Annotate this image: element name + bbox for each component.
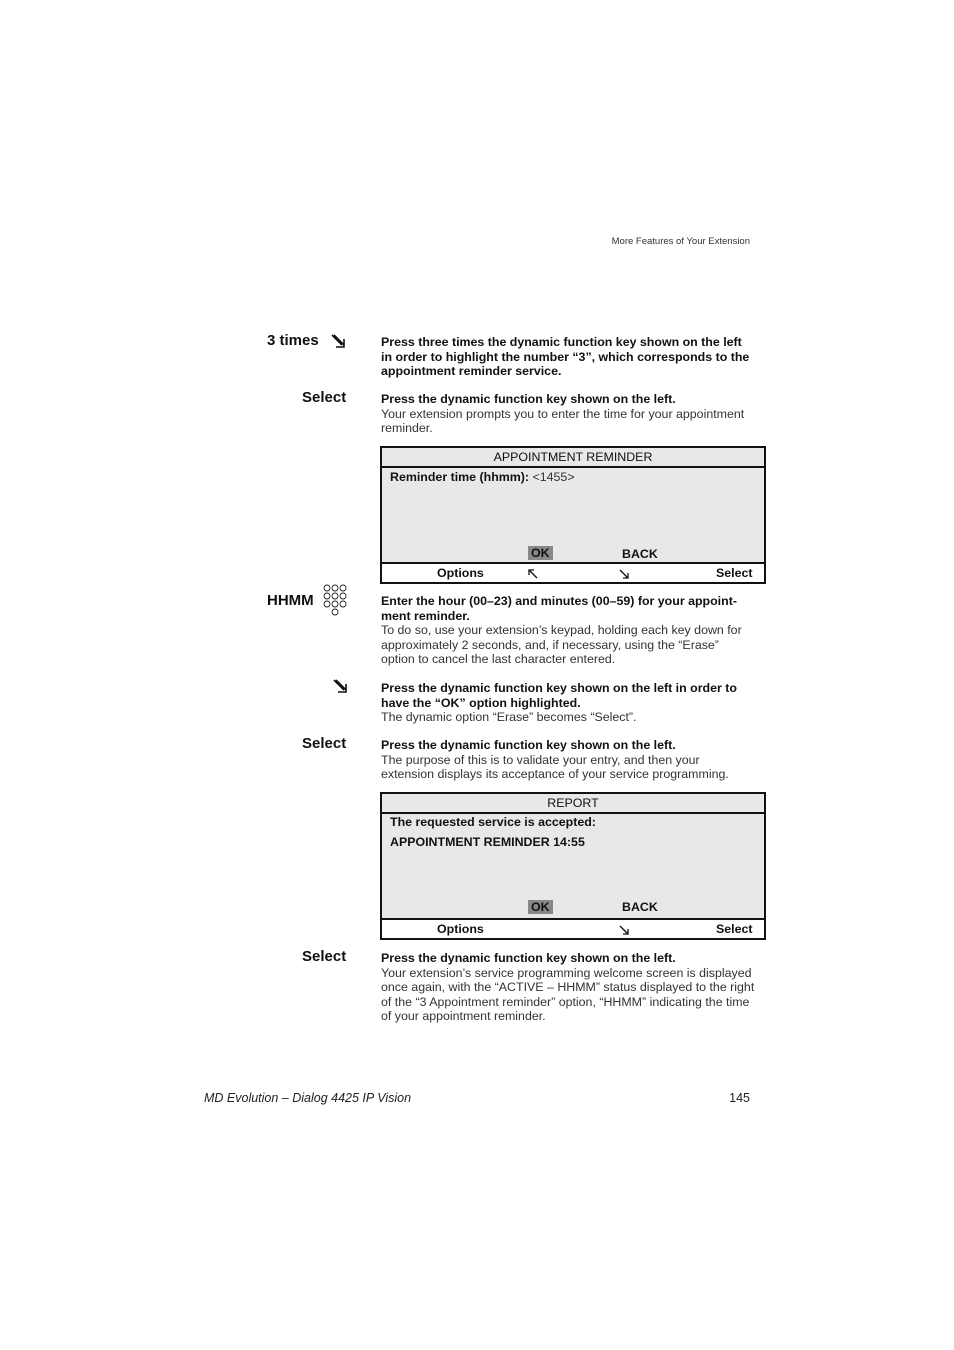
step-explanation: The dynamic option “Erase” becomes “Select”. xyxy=(381,710,637,724)
back-option[interactable]: BACK xyxy=(622,547,658,561)
screen-title: APPOINTMENT REMINDER xyxy=(382,448,764,468)
select-softkey[interactable]: Select xyxy=(716,566,753,580)
step-description xyxy=(381,951,756,1024)
step-label-select: Select xyxy=(302,389,347,406)
step-description xyxy=(381,335,756,379)
step-label-3-times xyxy=(267,332,347,350)
step-label-hhmm xyxy=(267,584,348,618)
step-instruction: Press three times the dynamic function key shown on the left in order to highlight the number “3”, which corresponds to the appointment reminder service. xyxy=(381,335,750,378)
step-explanation: The purpose of this is to validate your entry, and then your extension displays its acceptance of your service programming. xyxy=(381,752,729,781)
ok-option[interactable]: OK xyxy=(528,900,553,914)
step-label-select: Select xyxy=(302,948,347,965)
page-number: 145 xyxy=(729,1091,750,1105)
document-title: MD Evolution – Dialog 4425 IP Vision xyxy=(204,1091,412,1105)
screen-softkey-bar xyxy=(382,918,764,938)
select-softkey[interactable]: Select xyxy=(716,922,753,936)
step-instruction: Press the dynamic function key shown on the left. xyxy=(381,951,676,965)
step-explanation: To do so, use your extension’s keypad, holding each key down for approximately 2 seconds, and, if necessary, using the “Erase” option to cancel the last character entered. xyxy=(381,623,742,666)
keypad-icon xyxy=(322,584,348,618)
down-right-arrow-icon xyxy=(618,923,630,935)
step-label-select: Select xyxy=(302,735,347,752)
back-option[interactable]: BACK xyxy=(622,900,658,914)
step-label-arrow xyxy=(331,677,349,695)
step-description xyxy=(381,594,756,667)
step-description xyxy=(381,738,756,782)
screen-softkey-bar xyxy=(382,562,764,582)
field-value: <1455> xyxy=(532,470,575,484)
step-explanation: Your extension prompts you to enter the time for your appointment reminder. xyxy=(381,406,745,435)
phone-screen-report xyxy=(380,792,766,940)
step-instruction: Press the dynamic function key shown on the left. xyxy=(381,738,676,752)
step-label-text: 3 times xyxy=(267,332,319,349)
reminder-time-field xyxy=(390,470,575,484)
options-softkey[interactable]: Options xyxy=(437,566,484,580)
down-right-arrow-icon xyxy=(329,332,347,350)
step-instruction: Enter the hour (00–23) and minutes (00–59) for your appoint-ment reminder. xyxy=(381,594,737,623)
step-instruction: Press the dynamic function key shown on the left. xyxy=(381,392,676,406)
step-description xyxy=(381,681,756,725)
step-explanation: Your extension’s service programming welcome screen is displayed once again, with the “ACTIVE – HHMM” status displayed to the right of the “3 Appointment reminder” option, “HHMM” indicating the time of your appointment reminder. xyxy=(381,965,755,1023)
running-header: More Features of Your Extension xyxy=(611,236,750,247)
report-service-line: APPOINTMENT REMINDER 14:55 xyxy=(390,835,585,849)
down-right-arrow-icon xyxy=(618,567,630,579)
field-label: Reminder time (hhmm): xyxy=(390,470,530,484)
ok-option[interactable]: OK xyxy=(528,546,553,560)
step-label-text: HHMM xyxy=(267,592,314,609)
screen-title: REPORT xyxy=(382,794,764,814)
report-status-line: The requested service is accepted: xyxy=(390,815,596,829)
step-instruction: Press the dynamic function key shown on the left in order to have the “OK” option highlighted. xyxy=(381,681,737,710)
up-left-arrow-icon xyxy=(527,567,539,579)
step-description xyxy=(381,392,756,436)
phone-screen-appointment-reminder xyxy=(380,446,766,584)
down-right-arrow-icon xyxy=(331,677,349,695)
options-softkey[interactable]: Options xyxy=(437,922,484,936)
